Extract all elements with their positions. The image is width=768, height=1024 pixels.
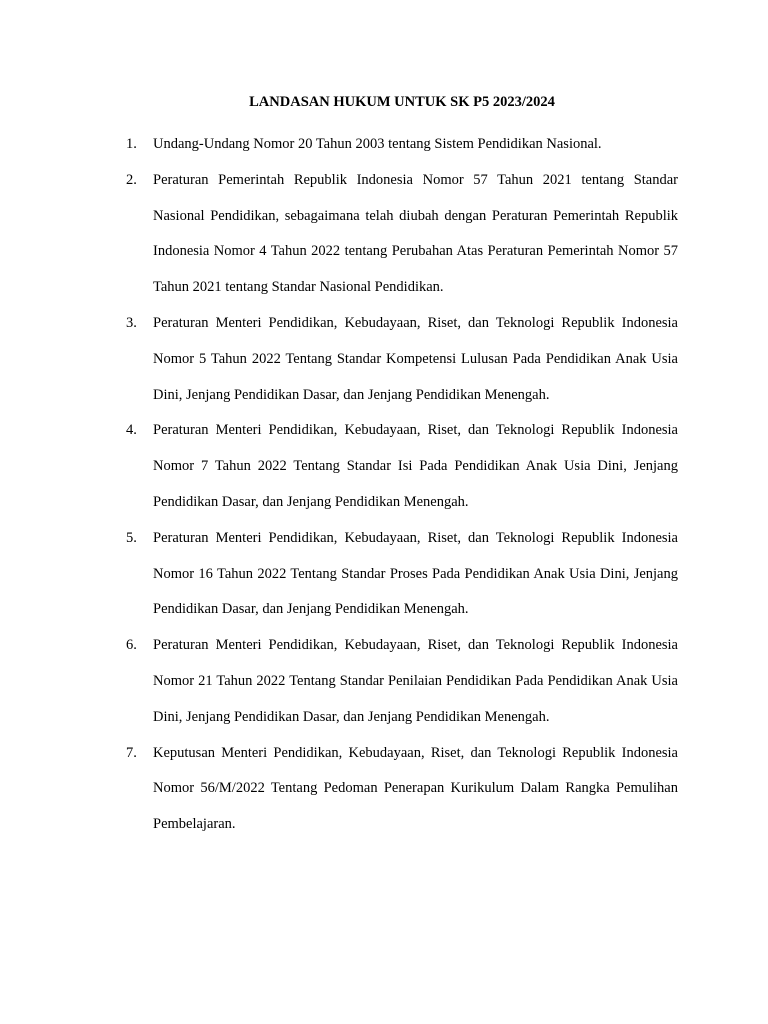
list-item	[120, 306, 678, 413]
list-item-text: Peraturan Menteri Pendidikan, Kebudayaan, Riset, dan Teknologi Republik Indonesia Nomor 21 Tahun 2022 Tentang Standar Penilaian Pendidikan Pada Pendidikan Anak Usia Dini, Jenjang Pendidikan Dasar, dan Jenjang Pendidikan Menengah.	[153, 637, 678, 725]
document-title: LANDASAN HUKUM UNTUK SK P5 2023/2024	[249, 94, 555, 110]
list-item	[120, 736, 678, 843]
list-item	[120, 413, 678, 520]
list-item-number: 2.	[126, 171, 137, 188]
list-item-number: 1.	[126, 136, 137, 152]
list-item-number: 3.	[126, 314, 137, 331]
list-item-number: 4.	[126, 422, 137, 439]
legal-basis-list	[120, 127, 678, 843]
list-item-number: 6.	[126, 637, 137, 654]
list-item-text: Peraturan Pemerintah Republik Indonesia Nomor 57 Tahun 2021 tentang Standar Nasional Pendidikan, sebagaimana telah diubah dengan Peraturan Pemerintah Republik Indonesia Nomor 4 Tahun 2022 tentang Perubahan Atas Peraturan Pemerintah Nomor 57 Tahun 2021 tentang Standar Nasional Pendidikan.	[153, 171, 678, 296]
list-item	[120, 521, 678, 628]
list-item-text: Peraturan Menteri Pendidikan, Kebudayaan, Riset, dan Teknologi Republik Indonesia Nomor 5 Tahun 2022 Tentang Standar Kompetensi Lulusan Pada Pendidikan Anak Usia Dini, Jenjang Pendidikan Dasar, dan Jenjang Pendidikan Menengah.	[153, 314, 678, 403]
list-item-text: Keputusan Menteri Pendidikan, Kebudayaan, Riset, dan Teknologi Republik Indonesia Nomor 56/M/2022 Tentang Pedoman Penerapan Kurikulum Dalam Rangka Pemulihan Pembelajaran.	[153, 744, 678, 833]
list-item-number: 7.	[126, 744, 137, 761]
list-item	[120, 163, 678, 306]
list-item	[120, 628, 678, 735]
list-item-text: Peraturan Menteri Pendidikan, Kebudayaan, Riset, dan Teknologi Republik Indonesia Nomor 16 Tahun 2022 Tentang Standar Proses Pada Pendidikan Anak Usia Dini, Jenjang Pendidikan Dasar, dan Jenjang Pendidikan Menengah.	[153, 529, 678, 618]
list-item-text: Undang-Undang Nomor 20 Tahun 2003 tentang Sistem Pendidikan Nasional.	[153, 136, 602, 152]
list-item-number: 5.	[126, 529, 137, 546]
list-item-text: Peraturan Menteri Pendidikan, Kebudayaan, Riset, dan Teknologi Republik Indonesia Nomor 7 Tahun 2022 Tentang Standar Isi Pada Pendidikan Anak Usia Dini, Jenjang Pendidikan Dasar, dan Jenjang Pendidikan Menengah.	[153, 422, 678, 510]
list-item	[120, 127, 678, 163]
